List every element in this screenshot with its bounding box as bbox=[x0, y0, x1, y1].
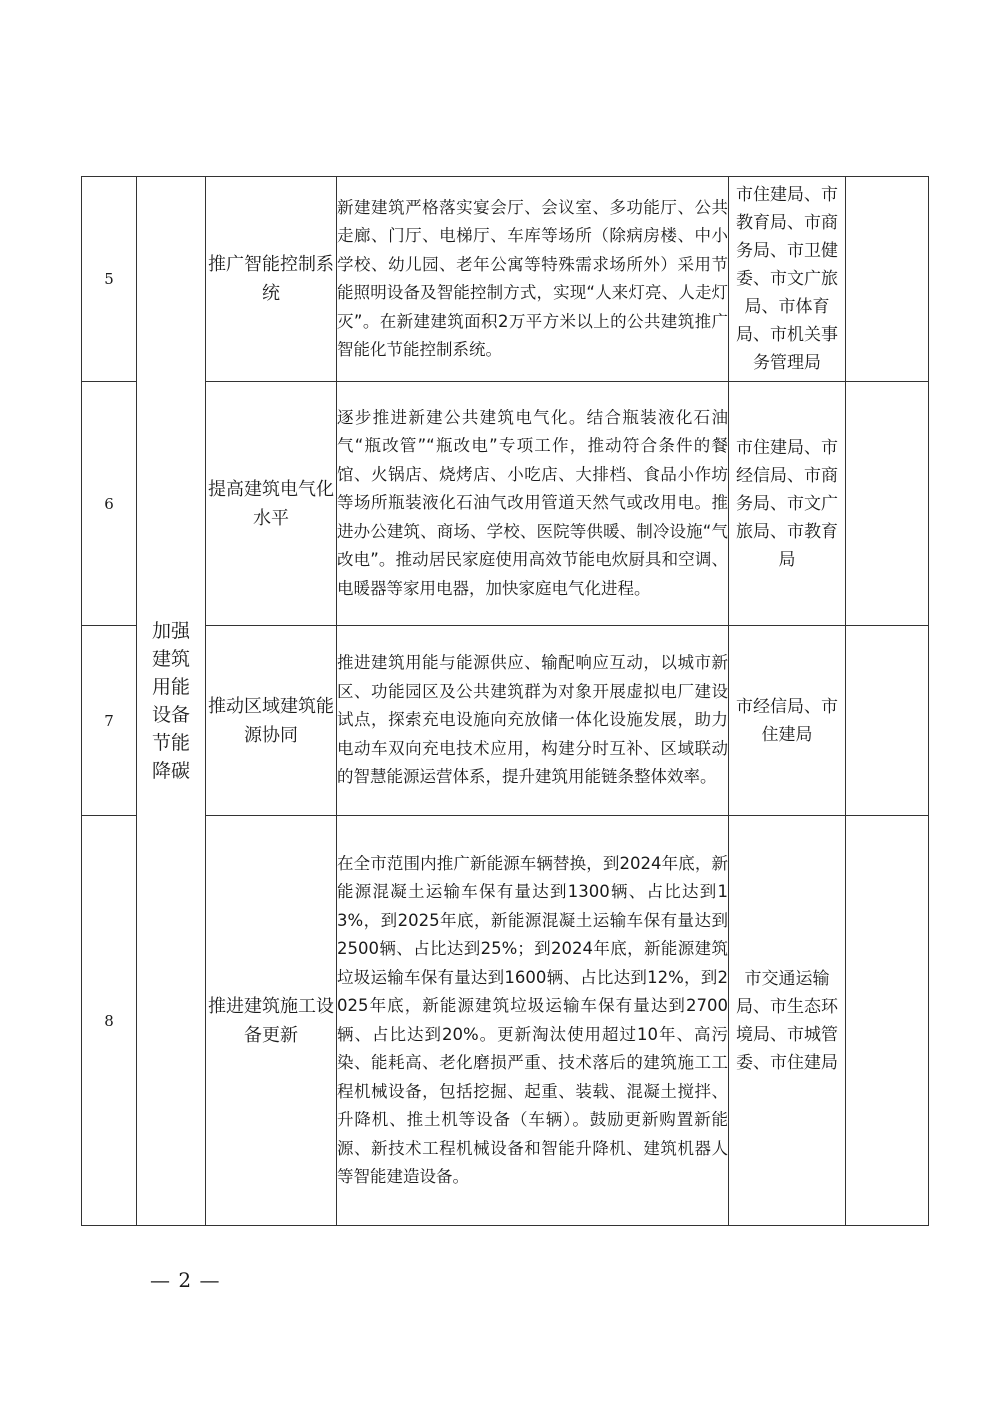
empty-cell bbox=[846, 816, 929, 1226]
responsible-departments: 市交通运输局、市生态环境局、市城管委、市住建局 bbox=[729, 816, 846, 1226]
category-label: 加强建筑用能设备节能降碳 bbox=[152, 620, 191, 782]
row-number: 8 bbox=[82, 816, 137, 1226]
empty-cell bbox=[846, 177, 929, 382]
responsible-departments: 市经信局、市住建局 bbox=[729, 626, 846, 816]
task-content: 推进建筑用能与能源供应、输配响应互动，以城市新区、功能园区及公共建筑群为对象开展虚拟电厂建设试点，探索充电设施向充放储一体化设施发展，助力电动车双向充电技术应用，构建分时互补、区域联动的智慧能源运营体系，提升建筑用能链条整体效率。 bbox=[337, 626, 729, 816]
empty-cell bbox=[846, 626, 929, 816]
table-row bbox=[82, 626, 929, 816]
responsible-departments: 市住建局、市经信局、市商务局、市文广旅局、市教育局 bbox=[729, 382, 846, 626]
row-number: 7 bbox=[82, 626, 137, 816]
task-name: 推广智能控制系统 bbox=[206, 177, 337, 382]
task-content: 新建建筑严格落实宴会厅、会议室、多功能厅、公共走廊、门厅、电梯厅、车库等场所（除病房楼、中小学校、幼儿园、老年公寓等特殊需求场所外）采用节能照明设备及智能控制方式，实现“人来灯亮、人走灯灭”。在新建建筑面积2万平方米以上的公共建筑推广智能化节能控制系统。 bbox=[337, 177, 729, 382]
task-name: 提高建筑电气化水平 bbox=[206, 382, 337, 626]
responsible-departments: 市住建局、市教育局、市商务局、市卫健委、市文广旅局、市体育局、市机关事务管理局 bbox=[729, 177, 846, 382]
task-content: 逐步推进新建公共建筑电气化。结合瓶装液化石油气“瓶改管”“瓶改电”专项工作，推动符合条件的餐馆、火锅店、烧烤店、小吃店、大排档、食品小作坊等场所瓶装液化石油气改用管道天然气或改用电。推进办公建筑、商场、学校、医院等供暖、制冷设施“气改电”。推动居民家庭使用高效节能电炊厨具和空调、电暖器等家用电器，加快家庭电气化进程。 bbox=[337, 382, 729, 626]
table-row bbox=[82, 816, 929, 1226]
task-table bbox=[81, 176, 929, 1226]
table-row bbox=[82, 177, 929, 382]
category-cell bbox=[137, 177, 206, 1226]
task-name: 推进建筑施工设备更新 bbox=[206, 816, 337, 1226]
task-name: 推动区域建筑能源协同 bbox=[206, 626, 337, 816]
empty-cell bbox=[846, 382, 929, 626]
row-number: 5 bbox=[82, 177, 137, 382]
table-row bbox=[82, 382, 929, 626]
page-number: — 2 — bbox=[150, 1268, 221, 1292]
row-number: 6 bbox=[82, 382, 137, 626]
task-content: 在全市范围内推广新能源车辆替换，到2024年底，新能源混凝土运输车保有量达到1300辆、占比达到13%，到2025年底，新能源混凝土运输车保有量达到2500辆、占比达到25%；到2024年底，新能源建筑垃圾运输车保有量达到1600辆、占比达到12%，到2025年底，新能源建筑垃圾运输车保有量达到2700辆、占比达到20%。更新淘汰使用超过10年、高污染、能耗高、老化磨损严重、技术落后的建筑施工工程机械设备，包括挖掘、起重、装载、混凝土搅拌、升降机、推土机等设备（车辆）。鼓励更新购置新能源、新技术工程机械设备和智能升降机、建筑机器人等智能建造设备。 bbox=[337, 816, 729, 1226]
